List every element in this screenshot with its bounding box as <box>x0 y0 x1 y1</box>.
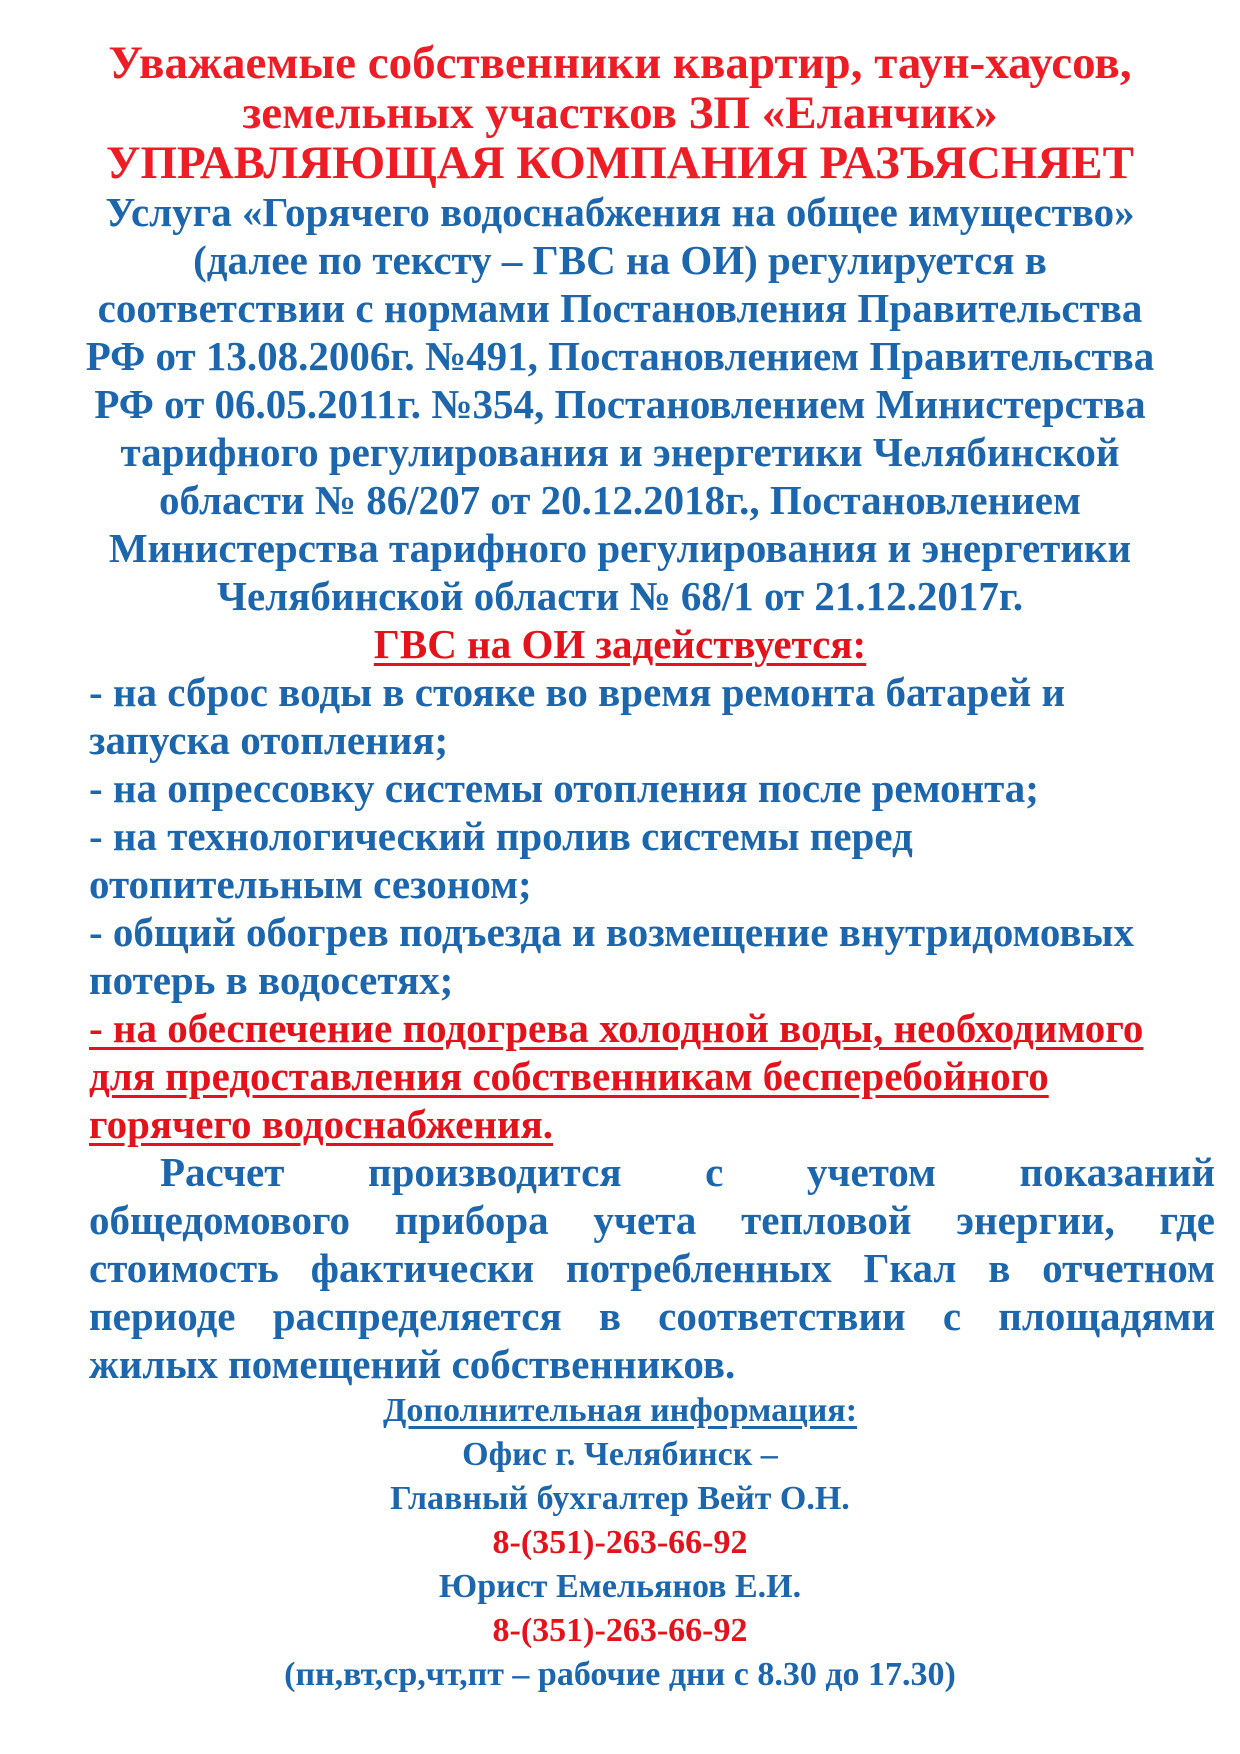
uses-highlight-line: - на обеспечение подогрева холодной воды, необходимого <box>89 1005 1144 1051</box>
contacts-lawyer-phone: 8-(351)-263-66-92 <box>492 1612 748 1649</box>
intro-line: РФ от 06.05.2011г. №354, Постановлением Министерства <box>94 381 1146 427</box>
intro-line: (далее по тексту – ГВС на ОИ) регулируется в <box>193 237 1047 283</box>
uses-item: потерь в водосетях; <box>89 957 454 1003</box>
intro-line: Услуга «Горячего водоснабжения на общее имущество» <box>105 189 1135 235</box>
calculation-line: жилых помещений собственников. <box>89 1341 736 1387</box>
contacts-heading: Дополнительная информация: <box>382 1392 858 1429</box>
intro-line: Министерства тарифного регулирования и энергетики <box>108 525 1132 571</box>
calculation-line: Расчет производится с учетом показаний <box>160 1149 1215 1195</box>
calculation-line: периоде распределяется в соответствии с площадями <box>89 1293 1215 1339</box>
intro-line: соответствии с нормами Постановления Правительства <box>97 285 1143 331</box>
contacts-accountant-phone: 8-(351)-263-66-92 <box>492 1524 748 1561</box>
contacts-lawyer: Юрист Емельянов Е.И. <box>438 1568 802 1605</box>
uses-item: запуска отопления; <box>89 717 449 763</box>
intro-line: области № 86/207 от 20.12.2018г., Постановлением <box>159 477 1081 523</box>
uses-heading: ГВС на ОИ задействуется: <box>373 621 867 667</box>
subtitle: УПРАВЛЯЮЩАЯ КОМПАНИЯ РАЗЪЯСНЯЕТ <box>105 137 1134 189</box>
uses-item: - на опрессовку системы отопления после ремонта; <box>89 765 1039 811</box>
uses-highlight-line: для предоставления собственникам бесперебойного <box>89 1053 1049 1099</box>
uses-item: отопительным сезоном; <box>89 861 532 907</box>
intro-line: Челябинской области № 68/1 от 21.12.2017г. <box>216 573 1024 619</box>
contacts-hours: (пн,вт,ср,чт,пт – рабочие дни с 8.30 до 17.30) <box>284 1656 956 1693</box>
intro-line: тарифного регулирования и энергетики Челябинской <box>120 429 1120 475</box>
intro-line: РФ от 13.08.2006г. №491, Постановлением Правительства <box>85 333 1155 379</box>
uses-item: - на технологический пролив системы перед <box>89 813 913 859</box>
uses-item: - на сброс воды в стояке во время ремонта батарей и <box>89 669 1066 715</box>
title-line-2: земельных участков ЗП «Еланчик» <box>242 87 998 139</box>
uses-item: - общий обогрев подъезда и возмещение внутридомовых <box>89 909 1135 955</box>
calculation-line: стоимость фактически потребленных Гкал в отчетном <box>89 1245 1215 1291</box>
contacts-office: Офис г. Челябинск – <box>462 1436 778 1473</box>
uses-highlight-line: горячего водоснабжения. <box>89 1101 554 1147</box>
contacts-accountant: Главный бухгалтер Вейт О.Н. <box>390 1480 850 1517</box>
calculation-line: общедомового прибора учета тепловой энергии, где <box>89 1197 1215 1243</box>
title-line-1: Уважаемые собственники квартир, таун-хаусов, <box>108 37 1132 89</box>
